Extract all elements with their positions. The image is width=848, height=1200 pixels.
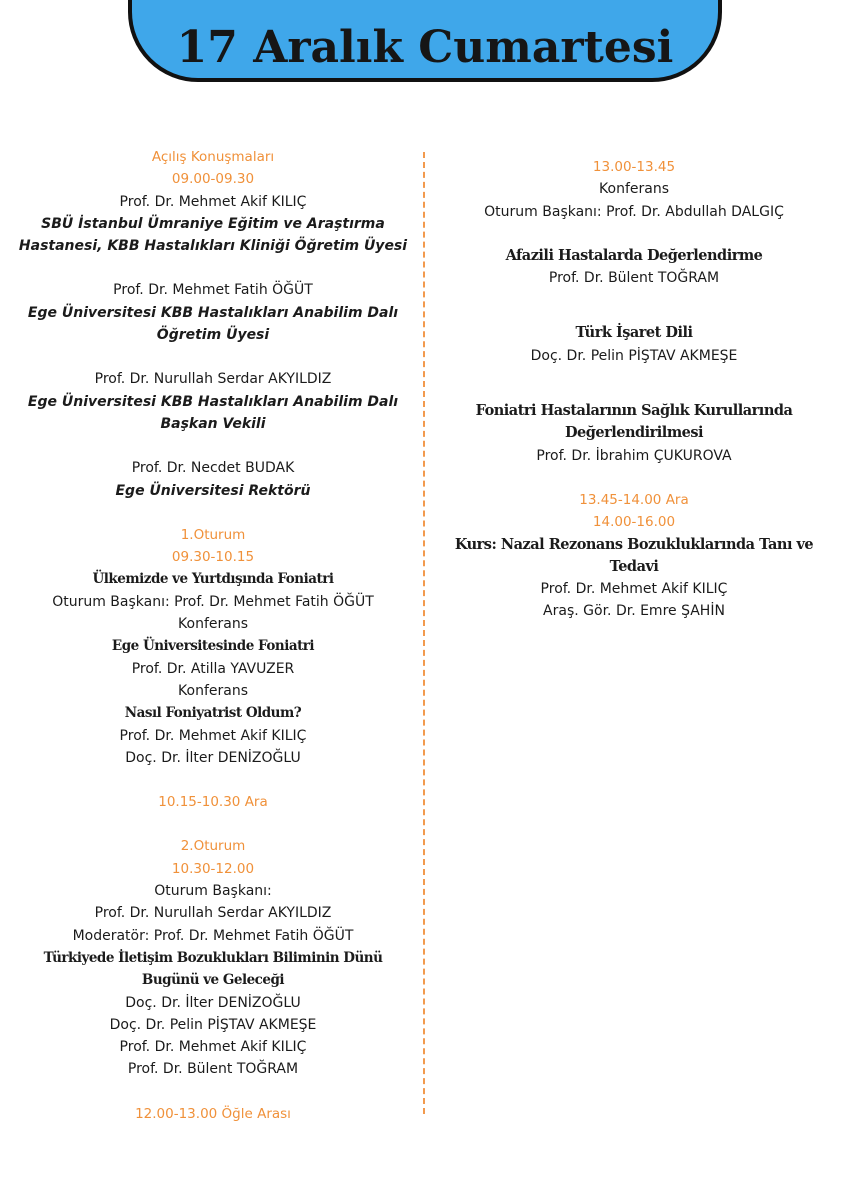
schedule-line: 10.30-12.00 (171, 860, 255, 877)
schedule-line: Ülkemizde ve Yurtdışında Foniatri (92, 571, 334, 588)
schedule-line: 1.Oturum (180, 526, 246, 543)
schedule-line: Prof. Dr. Mehmet Akif KILIÇ (119, 727, 307, 744)
schedule-line: Doç. Dr. Pelin PİŞTAV AKMEŞE (109, 1016, 317, 1033)
schedule-line: Tedavi (609, 557, 659, 575)
schedule-left-column (18, 146, 408, 1125)
schedule-line: Prof. Dr. İbrahim ÇUKUROVA (536, 447, 732, 464)
schedule-line: Prof. Dr. Nurullah Serdar AKYILDIZ (94, 905, 332, 922)
schedule-right-column (430, 156, 838, 623)
schedule-line: Öğretim Üyesi (156, 327, 270, 344)
schedule-line: 2.Oturum (180, 838, 246, 855)
title-banner (128, 0, 722, 82)
schedule-line: Türkiyede İletişim Bozuklukları Biliminin Dünü (43, 949, 383, 966)
page-title: 17 Aralık Cumartesi (176, 22, 674, 73)
schedule-line: Kurs: Nazal Rezonans Bozukluklarında Tanı ve (454, 535, 814, 553)
schedule-line: Prof. Dr. Atilla YAVUZER (131, 660, 295, 677)
schedule-line: Prof. Dr. Bülent TOĞRAM (127, 1061, 299, 1078)
schedule-line: Oturum Başkanı: Prof. Dr. Mehmet Fatih ÖĞÜT (52, 593, 374, 610)
schedule-line: Hastanesi, KBB Hastalıkları Kliniği Öğretim Üyesi (18, 238, 408, 255)
schedule-line: Konferans (178, 616, 248, 633)
schedule-line: 09.00-09.30 (171, 171, 255, 188)
schedule-line: Oturum Başkanı: (154, 883, 272, 900)
schedule-line: Konferans (178, 682, 248, 699)
schedule-line: Doç. Dr. Pelin PİŞTAV AKMEŞE (530, 347, 738, 364)
schedule-line: Prof. Dr. Bülent TOĞRAM (548, 270, 720, 287)
schedule-line: Prof. Dr. Necdet BUDAK (131, 460, 295, 477)
schedule-line: Prof. Dr. Mehmet Akif KILIÇ (540, 581, 728, 598)
schedule-line: 09.30-10.15 (171, 549, 255, 566)
schedule-line: Ege Üniversitesi Rektörü (115, 482, 311, 499)
schedule-line: 14.00-16.00 (592, 514, 676, 531)
schedule-line: Ege Üniversitesi KBB Hastalıkları Anabilim Dalı (27, 304, 399, 321)
schedule-line: 12.00-13.00 Öğle Arası (135, 1105, 291, 1122)
schedule-line: Foniatri Hastalarının Sağlık Kurullarında (475, 402, 793, 420)
schedule-line: Prof. Dr. Mehmet Fatih ÖĞÜT (113, 282, 313, 299)
schedule-line: 13.00-13.45 (592, 159, 676, 175)
schedule-line: Prof. Dr. Mehmet Akif KILIÇ (119, 1039, 307, 1056)
schedule-line: Nasıl Foniyatrist Oldum? (124, 705, 302, 722)
schedule-line: Konferans (599, 181, 669, 198)
schedule-line: Doç. Dr. İlter DENİZOĞLU (125, 994, 301, 1011)
schedule-line: 10.15-10.30 Ara (158, 794, 268, 811)
schedule-line: Araş. Gör. Dr. Emre ŞAHİN (543, 603, 725, 620)
schedule-line: Ege Üniversitesinde Foniatri (111, 638, 315, 655)
schedule-line: Bugünü ve Geleceği (141, 972, 285, 989)
schedule-line: Prof. Dr. Nurullah Serdar AKYILDIZ (94, 371, 332, 388)
schedule-line: Afazili Hastalarda Değerlendirme (505, 246, 763, 264)
schedule-line: Değerlendirilmesi (564, 424, 704, 442)
schedule-line: Türk İşaret Dili (575, 324, 693, 342)
schedule-line: Açılış Konuşmaları (151, 149, 275, 165)
schedule-line: Ege Üniversitesi KBB Hastalıkları Anabilim Dalı (27, 393, 399, 410)
schedule-line: Oturum Başkanı: Prof. Dr. Abdullah DALGIÇ (484, 203, 784, 220)
schedule-line: 13.45-14.00 Ara (579, 491, 689, 508)
schedule-line: Başkan Vekili (160, 415, 266, 432)
schedule-line: SBÜ İstanbul Ümraniye Eğitim ve Araştırma (41, 215, 385, 232)
column-divider (423, 152, 425, 1114)
schedule-line: Moderatör: Prof. Dr. Mehmet Fatih ÖĞÜT (72, 927, 354, 944)
schedule-line: Doç. Dr. İlter DENİZOĞLU (125, 749, 301, 766)
schedule-line: Prof. Dr. Mehmet Akif KILIÇ (119, 193, 307, 210)
